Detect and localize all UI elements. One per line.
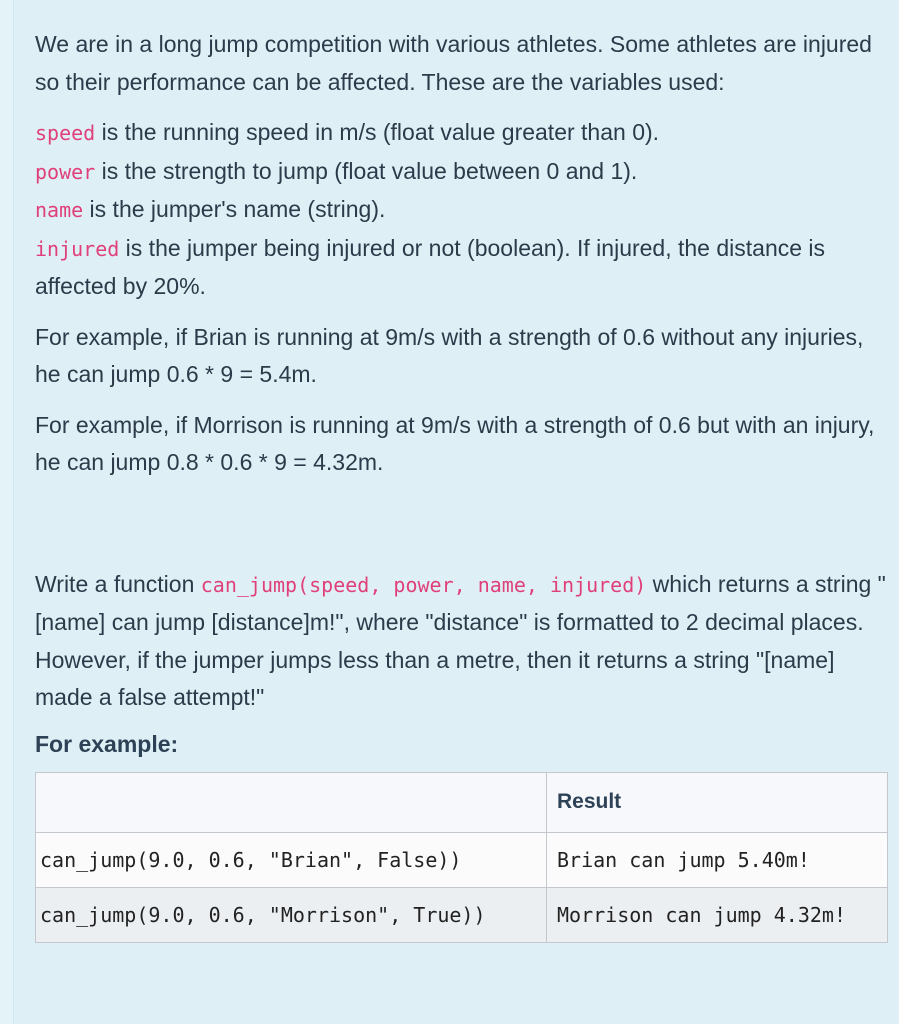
header-test	[36, 772, 547, 832]
var-speed	[35, 114, 890, 153]
example-heading: For example:	[35, 730, 179, 757]
var-speed-text: is the running speed in m/s (float value greater than 0).	[95, 119, 660, 145]
var-power-text: is the strength to jump (float value between 0 and 1).	[95, 157, 638, 184]
question-panel	[13, 0, 899, 1024]
table-header-row	[36, 772, 888, 832]
var-name	[35, 191, 890, 230]
var-power	[35, 153, 890, 192]
example-morrison: For example, if Morrison is running at 9m/s with a strength of 0.6 but with an injury, he can jump 0.8 * 0.6 * 9 = 4.32m.	[35, 411, 875, 475]
example-table	[35, 772, 888, 943]
var-name-code: name	[35, 198, 84, 222]
question-content	[35, 26, 890, 943]
var-speed-code: speed	[35, 121, 96, 145]
table-row	[36, 887, 888, 942]
var-name-text: is the jumper's name (string).	[83, 196, 386, 222]
task-prefix: Write a function	[35, 570, 201, 597]
task-suffix: which returns a string "[name] can jump [distance]m!", where "distance" is formatted to 2 decimal places. However, if the jumper jumps less than a metre, then it returns a string "[name] made a false attempt!"	[35, 570, 886, 710]
var-injured	[35, 230, 890, 306]
header-result: Result	[547, 772, 888, 832]
var-injured-text: is the jumper being injured or not (boolean). If injured, the distance is affected by 20%.	[35, 234, 826, 299]
var-power-code: power	[35, 159, 96, 184]
task-signature: can_jump(speed, power, name, injured)	[200, 572, 647, 597]
result-cell: Brian can jump 5.40m!	[547, 832, 888, 887]
var-injured-code: injured	[35, 236, 120, 261]
test-cell: can_jump(9.0, 0.6, "Morrison", True))	[36, 887, 547, 942]
variables-list	[35, 114, 890, 306]
example-brian: For example, if Brian is running at 9m/s with a strength of 0.6 without any injuries, he can jump 0.6 * 9 = 5.4m.	[35, 323, 864, 387]
task-paragraph	[35, 566, 890, 717]
test-cell: can_jump(9.0, 0.6, "Brian", False))	[36, 832, 547, 887]
result-cell: Morrison can jump 4.32m!	[547, 887, 888, 942]
table-row	[36, 832, 888, 887]
intro-paragraph: We are in a long jump competition with various athletes. Some athletes are injured so their performance can be affected. These are the variables used:	[35, 31, 872, 95]
spacer	[35, 482, 890, 566]
